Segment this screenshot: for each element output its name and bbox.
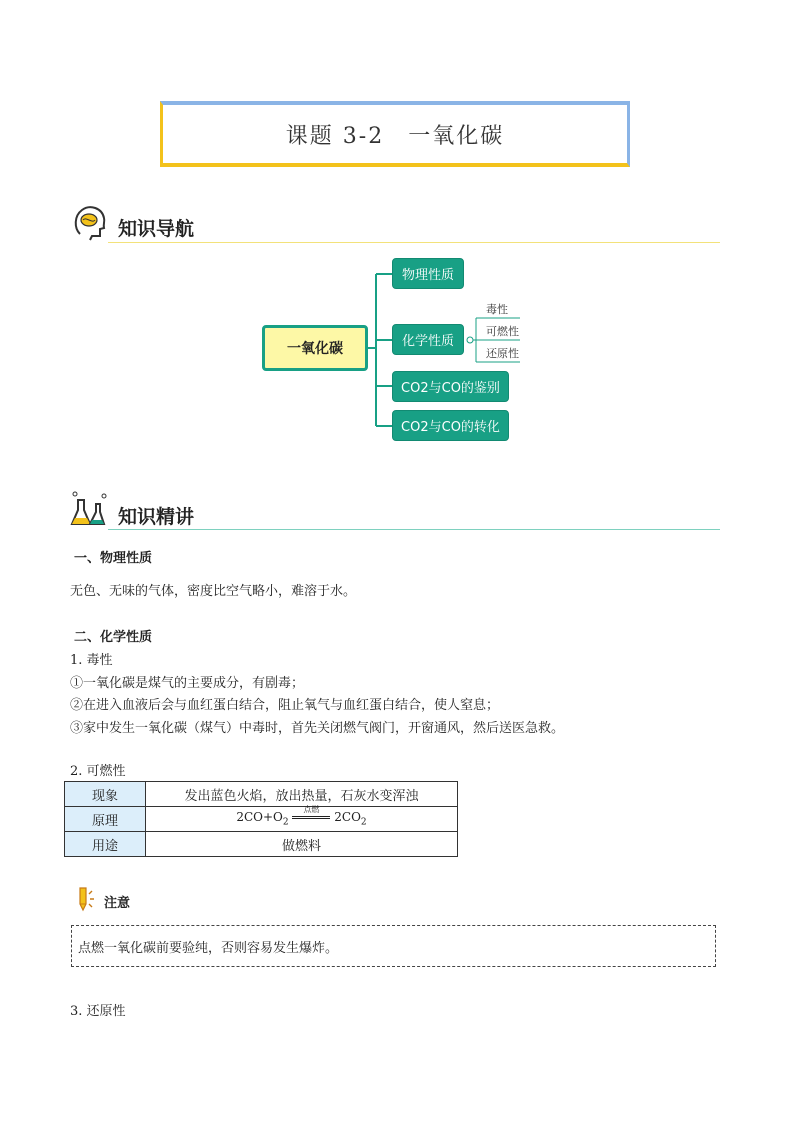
toxic-item-2: ②在进入血液后会与血红蛋白结合，阻止氧气与血红蛋白结合，使人窒息； xyxy=(70,698,500,713)
title-box xyxy=(160,101,630,167)
note-box xyxy=(71,925,716,967)
mindmap-branch-identify: CO2与CO的鉴别 xyxy=(392,371,509,402)
table-row xyxy=(65,832,458,857)
table-label: 现象 xyxy=(65,782,146,807)
mindmap-branch-convert: CO2与CO的转化 xyxy=(392,410,509,441)
mindmap-branch-chemical: 化学性质 xyxy=(392,324,464,355)
section-title-nav: 知识导航 xyxy=(118,218,195,240)
table-label: 原理 xyxy=(65,807,146,832)
heading-toxic: 1. 毒性 xyxy=(70,653,113,668)
table-row xyxy=(65,807,458,832)
pencil-icon xyxy=(74,886,98,912)
equation-right: 2CO xyxy=(334,810,361,825)
section-divider-nav xyxy=(108,242,720,243)
equation-left: 2CO+O xyxy=(236,810,283,825)
page-title: 课题 3-2 一氧化碳 xyxy=(285,124,505,149)
brain-icon xyxy=(72,204,108,242)
equation-left-sub: 2 xyxy=(282,817,289,828)
heading-reducing: 3. 还原性 xyxy=(70,1004,126,1019)
mindmap-root: 一氧化碳 xyxy=(262,325,368,371)
equation-right-sub: 2 xyxy=(360,817,367,828)
mindmap-sub-reducing: 还原性 xyxy=(486,347,519,360)
heading-chemical: 二、化学性质 xyxy=(74,630,153,645)
flask-icon xyxy=(70,490,110,528)
table-value: 发出蓝色火焰，放出热量，石灰水变浑浊 xyxy=(146,782,458,807)
equation-arrow xyxy=(292,805,330,819)
heading-combustible: 2. 可燃性 xyxy=(70,764,126,779)
section-title-explain: 知识精讲 xyxy=(118,506,195,528)
table-row xyxy=(65,782,458,807)
combustion-table xyxy=(64,781,458,857)
table-label: 用途 xyxy=(65,832,146,857)
equation-cell xyxy=(146,807,458,832)
table-value: 做燃料 xyxy=(146,832,458,857)
toxic-item-3: ③家中发生一氧化碳（煤气）中毒时，首先关闭燃气阀门，开窗通风，然后送医急救。 xyxy=(70,721,565,736)
toxic-item-1: ①一氧化碳是煤气的主要成分，有剧毒； xyxy=(70,676,305,691)
section-divider-explain xyxy=(108,529,720,530)
mindmap-branch-physical: 物理性质 xyxy=(392,258,464,289)
mindmap-sub-combustible: 可燃性 xyxy=(486,325,519,338)
physical-text: 无色、无味的气体，密度比空气略小，难溶于水。 xyxy=(70,584,357,599)
note-title: 注意 xyxy=(104,896,131,911)
note-text: 点燃一氧化碳前要验纯，否则容易发生爆炸。 xyxy=(78,940,339,956)
mindmap-sub-toxic: 毒性 xyxy=(486,303,508,316)
equation-condition: 点燃 xyxy=(303,805,320,815)
heading-physical: 一、物理性质 xyxy=(74,551,153,566)
